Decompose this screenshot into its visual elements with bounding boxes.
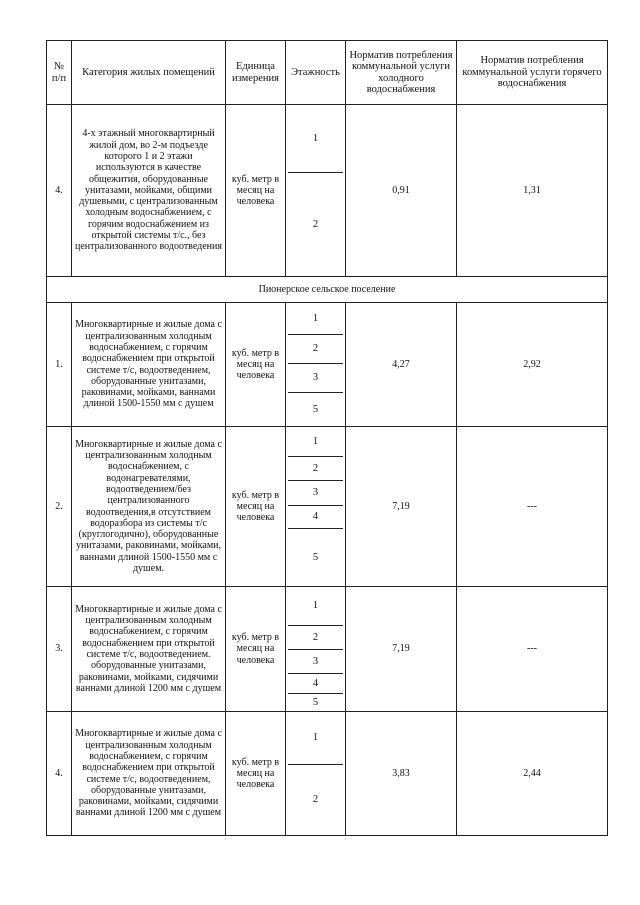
- row-unit: куб. метр в месяц на человека: [226, 105, 286, 277]
- row-number: 2.: [47, 427, 72, 587]
- header-unit: Единица измерения: [226, 41, 286, 105]
- row-number: 1.: [47, 303, 72, 427]
- row-category: Многоквартирные и жилые дома с централизованным холодным водоснабжением, с горячим водоснабжением при открытой системе т/с, водоотведением, оборудованные унитазами, раковинами, мойками, сидячими ваннами длиной 1200 мм с душем: [72, 712, 226, 836]
- cold-water-value: 0,91: [346, 105, 457, 277]
- row-unit: куб. метр в месяц на человека: [226, 427, 286, 587]
- floor-value: 4: [288, 505, 343, 528]
- floor-value: 2: [288, 764, 343, 835]
- floor-value: 1: [312, 132, 319, 144]
- hot-water-value: 2,44: [457, 712, 608, 836]
- row-unit: куб. метр в месяц на человека: [226, 587, 286, 712]
- section-title: Пионерское сельское поселение: [47, 277, 608, 303]
- floor-value: 2: [288, 625, 343, 649]
- row-category: Многоквартирные и жилые дома с централизованным холодным водоснабжением, с горячим водоснабжением при открытой системе т/с, водоотведением, оборудованные унитазами, раковинами, мойками, ваннами длиной 1500-1550 мм с душем: [72, 303, 226, 427]
- floor-value: 5: [288, 528, 343, 586]
- header-category: Категория жилых помещений: [72, 41, 226, 105]
- floor-value: 5: [288, 693, 343, 711]
- floor-value: 2: [288, 456, 343, 480]
- hot-water-value: 2,92: [457, 303, 608, 427]
- floor-value: 5: [288, 392, 343, 426]
- floor-cell: [286, 712, 346, 836]
- floor-value: 1: [312, 732, 319, 744]
- cold-water-value: 7,19: [346, 587, 457, 712]
- floor-value: 1: [312, 435, 319, 447]
- table-row: [47, 303, 608, 427]
- row-number: 4.: [47, 712, 72, 836]
- floor-value: 2: [288, 334, 343, 363]
- floor-value: 1: [312, 600, 319, 612]
- cold-water-value: 4,27: [346, 303, 457, 427]
- cold-water-value: 7,19: [346, 427, 457, 587]
- row-category: 4-х этажный многоквартирный жилой дом, во 2-м подъезде которого 1 и 2 этажи используются в качестве общежития, оборудованные унитазами, мойками, общими душевыми, с централизованным холодным водоснабжением, с горячим водоснабжением из открытой системы т/с., без централизованного водоотведения: [72, 105, 226, 277]
- floor-value: 2: [288, 172, 343, 276]
- floor-cell: [286, 105, 346, 277]
- floor-cell: [286, 427, 346, 587]
- floor-value: 3: [288, 480, 343, 505]
- row-unit: куб. метр в месяц на человека: [226, 712, 286, 836]
- floor-cell: [286, 303, 346, 427]
- header-hot-water: Норматив потребления коммунальной услуги горячего водоснабжения: [457, 41, 608, 105]
- header-cold-water: Норматив потребления коммунальной услуги холодного водоснабжения: [346, 41, 457, 105]
- section-row: [47, 277, 608, 303]
- row-category: Многоквартирные и жилые дома с централизованным холодным водоснабжением, с горячим водоснабжением при открытой системе т/с, водоотведением. оборудованные унитазами, раковинами, мойками, сидячими ваннами длиной 1200 мм с душем: [72, 587, 226, 712]
- header-num: № п/п: [47, 41, 72, 105]
- floor-value: 3: [288, 363, 343, 392]
- row-number: 3.: [47, 587, 72, 712]
- floor-value: 1: [312, 312, 319, 324]
- norms-table: [46, 40, 608, 836]
- floor-value: 4: [288, 673, 343, 693]
- row-category: Многоквартирные и жилые дома с централизованным холодным водоснабжением, с водонагревателями, водоотведением/без централизованного водоотведения,в отсутствием водоразбора из системы т/с (круглогодично), оборудованные унитазами, раковинами, мойками, ваннами длиной 1500-1550 мм с душем.: [72, 427, 226, 587]
- table-row: [47, 587, 608, 712]
- header-row: [47, 41, 608, 105]
- table-row: [47, 712, 608, 836]
- floor-value: 3: [288, 649, 343, 673]
- hot-water-value: 1,31: [457, 105, 608, 277]
- header-floors: Этажность: [286, 41, 346, 105]
- table-row: [47, 427, 608, 587]
- cold-water-value: 3,83: [346, 712, 457, 836]
- floor-cell: [286, 587, 346, 712]
- row-unit: куб. метр в месяц на человека: [226, 303, 286, 427]
- hot-water-value: ---: [457, 587, 608, 712]
- hot-water-value: ---: [457, 427, 608, 587]
- table-row: [47, 105, 608, 277]
- row-number: 4.: [47, 105, 72, 277]
